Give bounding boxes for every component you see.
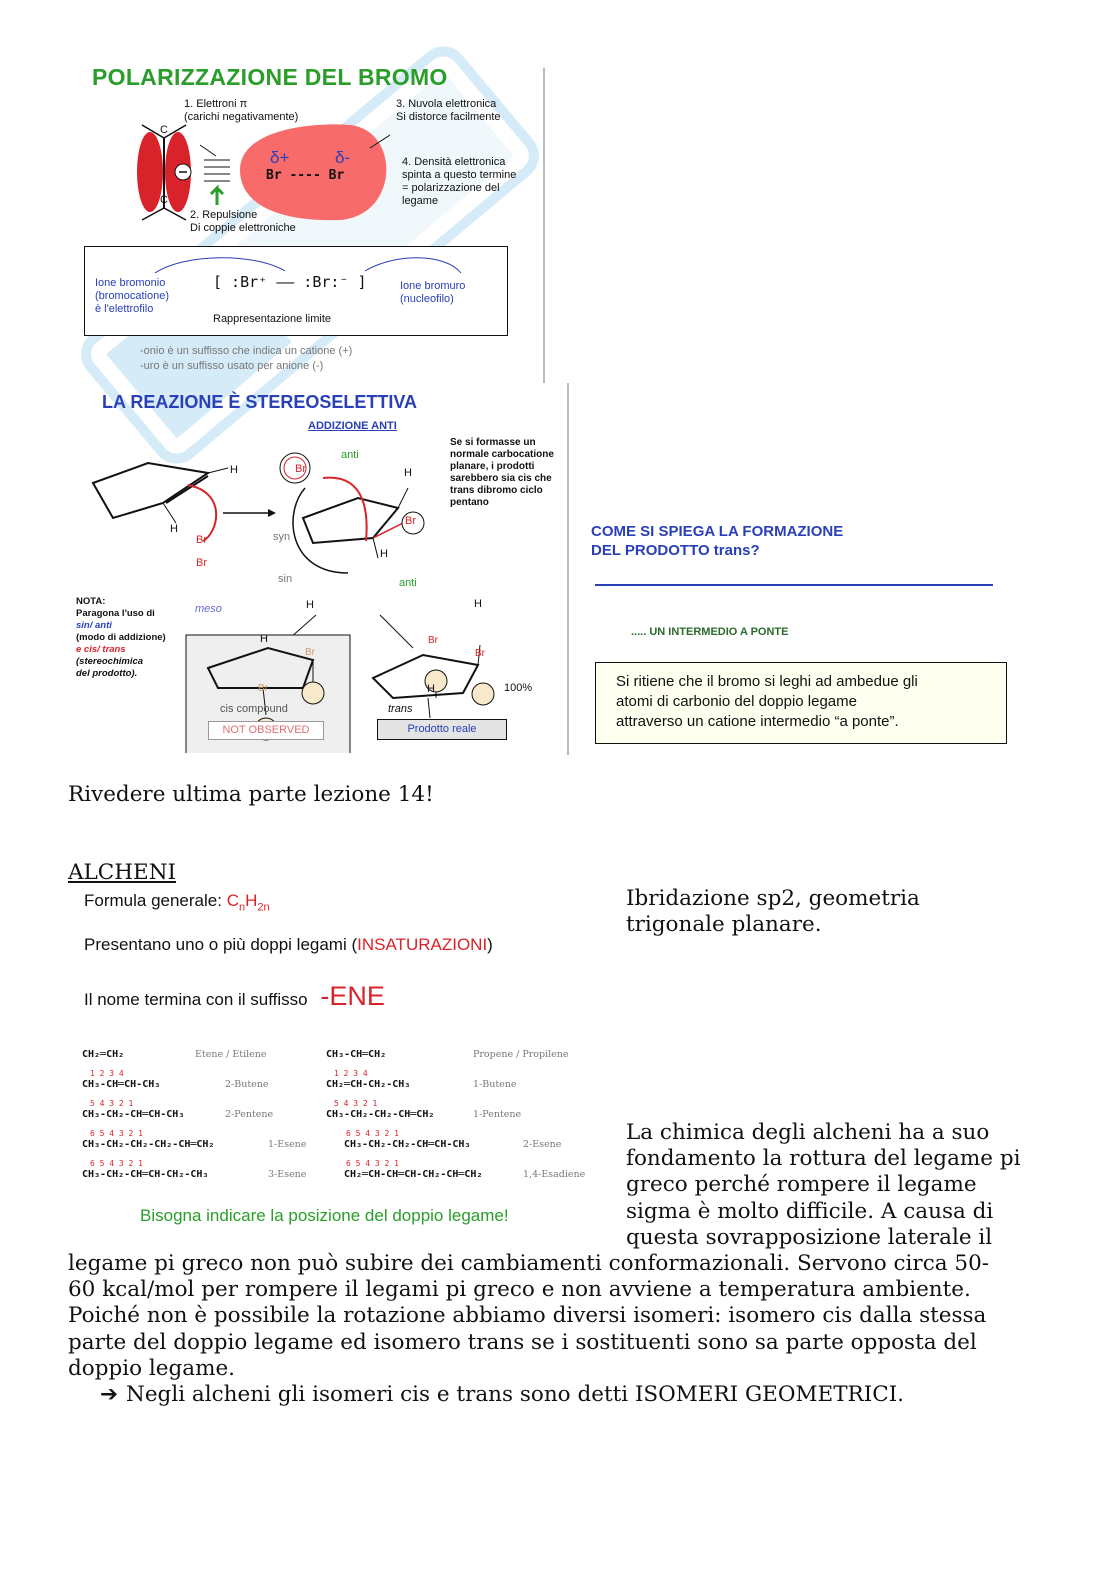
- chemistry-text-full: legame pi greco non può subire dei cambiamenti conformazionali. Servono circa 50- 60 kcal/mol per rompere il legami pi greco e non avviene a temperatura ambiente. Poiché non è possibile la rotazione abbiamo diversi isomeri: isomero cis dalla stessa parte del doppio legame ed isomero trans se i sostituenti sono sa parte opposta del doppio legame.: [68, 1251, 990, 1381]
- limit-formula: [ :Br⁺ —— :Br:⁻ ]: [213, 273, 367, 291]
- carbon-bottom: C: [160, 194, 168, 206]
- h-label-3: H: [404, 467, 412, 479]
- br-label-7: Br: [428, 635, 438, 646]
- br-label-6: Br: [258, 683, 268, 694]
- h-label-2: H: [170, 523, 178, 535]
- alkene-row: 1 2 3 4 CH₂═CH-CH₂-CH₃ 1-Butene: [326, 1069, 517, 1090]
- position-note: Bisogna indicare la posizione del doppio legame!: [140, 1206, 509, 1225]
- carbocation-note: Se si formasse un normale carbocatione planare, i prodotti sarebbero sia cis che trans dibromo ciclo pentano: [450, 437, 554, 508]
- figure-alkenes: [68, 885, 613, 1235]
- sin-label: sin: [278, 573, 293, 585]
- note-1: 1. Elettroni π (carichi negativamente): [184, 98, 299, 123]
- real-product-label: Prodotto reale: [377, 719, 507, 740]
- bridge-box-line-1: Si ritiene che il bromo si leghi ad ambedue gli: [616, 673, 918, 690]
- bridge-intermediate: ..... UN INTERMEDIO A PONTE: [631, 626, 789, 638]
- alkene-row: 6 5 4 3 2 1 CH₃-CH₂-CH═CH-CH₂-CH₃ 3-Esene: [82, 1159, 307, 1180]
- suffix-uro: -uro è un suffisso usato per anione (-): [140, 360, 324, 372]
- h-label-4: H: [380, 548, 388, 560]
- note-4: 4. Densità elettronica spinta a questo termine = polarizzazione del legame: [402, 156, 517, 207]
- addition-anti: ADDIZIONE ANTI: [308, 420, 397, 432]
- meso-label: meso: [195, 603, 222, 615]
- trans-label: trans: [388, 703, 413, 715]
- anti-label-2: anti: [399, 577, 417, 589]
- suffix-onio: -onio è un suffisso che indica un catione (+): [140, 345, 353, 357]
- bridge-underline: [595, 584, 993, 586]
- h-label-8: H: [427, 683, 435, 695]
- percent-label: 100%: [504, 682, 533, 694]
- br-br-bond: Br ---- Br: [266, 168, 345, 183]
- figure-polarization: [80, 60, 555, 380]
- chemistry-text-column: La chimica degli alcheni ha a suo fondamento la rottura del legame pi greco perché rompere il legame sigma è molto difficile. A causa di questa sovrapposizione laterale il: [626, 1120, 1021, 1250]
- bridge-box: [595, 662, 1007, 744]
- br-label-8: Br: [475, 648, 485, 659]
- note-3: 3. Nuvola elettronica Si distorce facilmente: [396, 98, 501, 123]
- stereo-title: LA REAZIONE È STEREOSELETTIVA: [102, 392, 418, 412]
- alkene-list-left: [82, 1039, 322, 1189]
- alkene-row: 6 5 4 3 2 1 CH₂═CH-CH═CH-CH₂-CH═CH₂ 1,4-Esadiene: [344, 1159, 586, 1180]
- delta-minus: δ-: [335, 148, 351, 167]
- double-bonds-line: Presentano uno o più doppi legami (INSATURAZIONI): [84, 935, 493, 954]
- alkene-row: 6 5 4 3 2 1 CH₃-CH₂-CH₂-CH═CH-CH₃ 2-Esene: [344, 1129, 562, 1150]
- alkene-row: 5 4 3 2 1 CH₃-CH₂-CH═CH-CH₃ 2-Pentene: [82, 1099, 274, 1120]
- curved-arrows: [145, 253, 465, 277]
- note-2: 2. Repulsione Di coppie elettroniche: [190, 209, 296, 234]
- figure-stereoselective: [68, 383, 573, 755]
- divider-1: [543, 68, 545, 383]
- syn-label: syn: [273, 531, 291, 543]
- hybridization-text: Ibridazione sp2, geometria trigonale planare.: [626, 886, 920, 938]
- h-label-1: H: [230, 464, 238, 476]
- br-label-1: Br: [295, 463, 306, 475]
- bromonium-ion-label: Ione bromonio (bromocatione) è l'elettrofilo: [95, 277, 169, 315]
- alkene-row: CH₃-CH═CH₂ Propene / Propilene: [326, 1049, 569, 1060]
- anti-label-1: anti: [341, 449, 359, 461]
- general-formula: Formula generale: $C_nH_{2n}$: [84, 891, 270, 914]
- delta-plus: δ+: [270, 148, 290, 167]
- alkene-list-right: [326, 1039, 611, 1189]
- br-label-4: Br: [405, 515, 416, 527]
- alkene-row: 6 5 4 3 2 1 CH₃-CH₂-CH₂-CH₂-CH═CH₂ 1-Esene: [82, 1129, 307, 1150]
- carbon-top: C: [160, 124, 168, 136]
- limit-caption: Rappresentazione limite: [213, 313, 332, 325]
- arrow-right-icon: ➔: [100, 1382, 119, 1407]
- not-observed-label: NOT OBSERVED: [208, 721, 324, 740]
- figure-bridge: [585, 510, 1015, 755]
- h-label-7: H: [474, 598, 482, 610]
- review-note: Rivedere ultima parte lezione 14!: [68, 782, 434, 807]
- polarization-title: POLARIZZAZIONE DEL BROMO: [92, 64, 448, 90]
- bridge-box-line-3: attraverso un catione intermedio “a ponte”.: [616, 713, 899, 730]
- stereo-diagram: [68, 423, 573, 753]
- bromide-ion-label: Ione bromuro (nucleofilo): [400, 280, 466, 305]
- alkene-row: 5 4 3 2 1 CH₃-CH₂-CH₂-CH═CH₂ 1-Pentene: [326, 1099, 522, 1120]
- geometric-isomers-line: ➔ Negli alcheni gli isomeri cis e trans sono detti ISOMERI GEOMETRICI.: [100, 1382, 905, 1407]
- alkenes-heading: ALCHENI: [68, 860, 177, 885]
- h-label-5: H: [306, 599, 314, 611]
- br-label-2: Br: [196, 534, 207, 546]
- br-label-3: Br: [196, 557, 207, 569]
- suffix-line: Il nome termina con il suffisso -ENE: [84, 981, 385, 1011]
- cis-compound: cis compound: [220, 703, 288, 715]
- divider-2: [567, 383, 569, 755]
- br-label-5: Br: [305, 647, 315, 658]
- nota-box: NOTA: Paragona l'uso di sin/ anti (modo di addizione) e cis/ trans (stereochimica del prodotto).: [76, 596, 166, 679]
- alkene-row: 1 2 3 4 CH₃-CH═CH-CH₃ 2-Butene: [82, 1069, 269, 1090]
- alkene-row: CH₂═CH₂ Etene / Etilene: [82, 1049, 267, 1060]
- bridge-question: COME SI SPIEGA LA FORMAZIONE DEL PRODOTTO trans?: [591, 523, 844, 559]
- limit-representation-box: [84, 246, 508, 336]
- h-label-6: H: [260, 633, 268, 645]
- bridge-box-line-2: atomi di carbonio del doppio legame: [616, 693, 857, 710]
